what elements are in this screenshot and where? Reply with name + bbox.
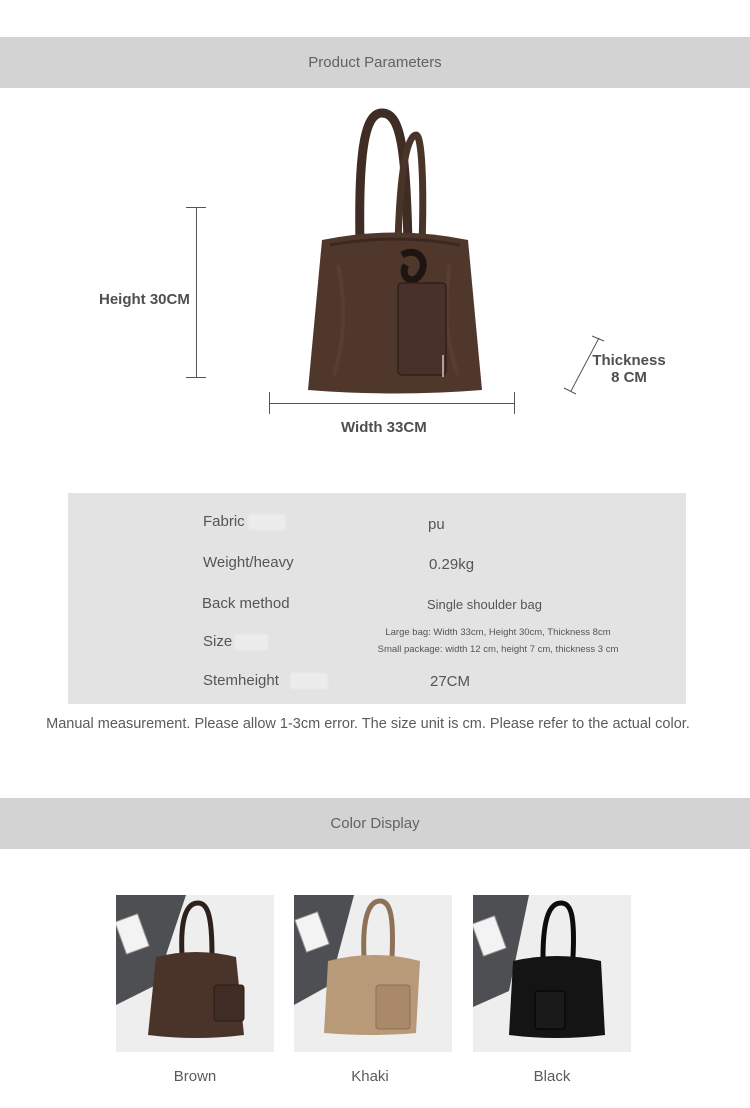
khaki-bag-image xyxy=(294,895,452,1052)
spec-label-size: Size xyxy=(203,633,233,650)
spec-label-back-method: Back method xyxy=(202,595,290,612)
height-measure-cap-top xyxy=(186,207,206,208)
width-label: Width 33CM xyxy=(341,419,427,436)
width-measure-cap-left xyxy=(269,392,270,414)
height-measure-line xyxy=(196,207,197,377)
color-label-khaki: Khaki xyxy=(351,1068,389,1085)
color-thumb-khaki[interactable] xyxy=(294,895,452,1052)
blurred-chip xyxy=(248,514,286,530)
spec-value-size-large: Large bag: Width 33cm, Height 30cm, Thickness 8cm xyxy=(385,627,611,638)
blurred-chip xyxy=(234,634,268,650)
spec-label-fabric: Fabric xyxy=(203,513,245,530)
spec-value-fabric: pu xyxy=(428,516,445,533)
spec-value-weight: 0.29kg xyxy=(429,556,475,573)
color-display-title: Color Display xyxy=(330,815,420,832)
blurred-chip xyxy=(290,673,328,689)
product-parameters-header xyxy=(0,37,750,88)
spec-value-size-small: Small package: width 12 cm, height 7 cm, thickness 3 cm xyxy=(377,644,619,655)
product-main-image xyxy=(290,105,500,405)
spec-label-stemheight: Stemheight xyxy=(203,672,279,689)
brown-bag-image xyxy=(116,895,274,1052)
height-measure-cap-bottom xyxy=(186,377,206,378)
thickness-label: Thickness 8 CM xyxy=(592,352,666,386)
measurement-note: Manual measurement. Please allow 1-3cm error. The size unit is cm. Please refer to the actual color. xyxy=(46,716,690,732)
product-parameters-title: Product Parameters xyxy=(308,54,442,71)
color-label-black: Black xyxy=(533,1068,571,1085)
color-thumb-black[interactable] xyxy=(473,895,631,1052)
height-label: Height 30CM xyxy=(99,291,190,308)
black-bag-image xyxy=(473,895,631,1052)
width-measure-cap-right xyxy=(514,392,515,414)
spec-label-weight: Weight/heavy xyxy=(203,554,294,571)
color-thumb-brown[interactable] xyxy=(116,895,274,1052)
spec-value-stemheight: 27CM xyxy=(430,673,471,690)
color-label-brown: Brown xyxy=(173,1068,217,1085)
spec-value-back-method: Single shoulder bag xyxy=(427,597,542,612)
specs-table xyxy=(68,493,686,704)
color-display-header xyxy=(0,798,750,849)
